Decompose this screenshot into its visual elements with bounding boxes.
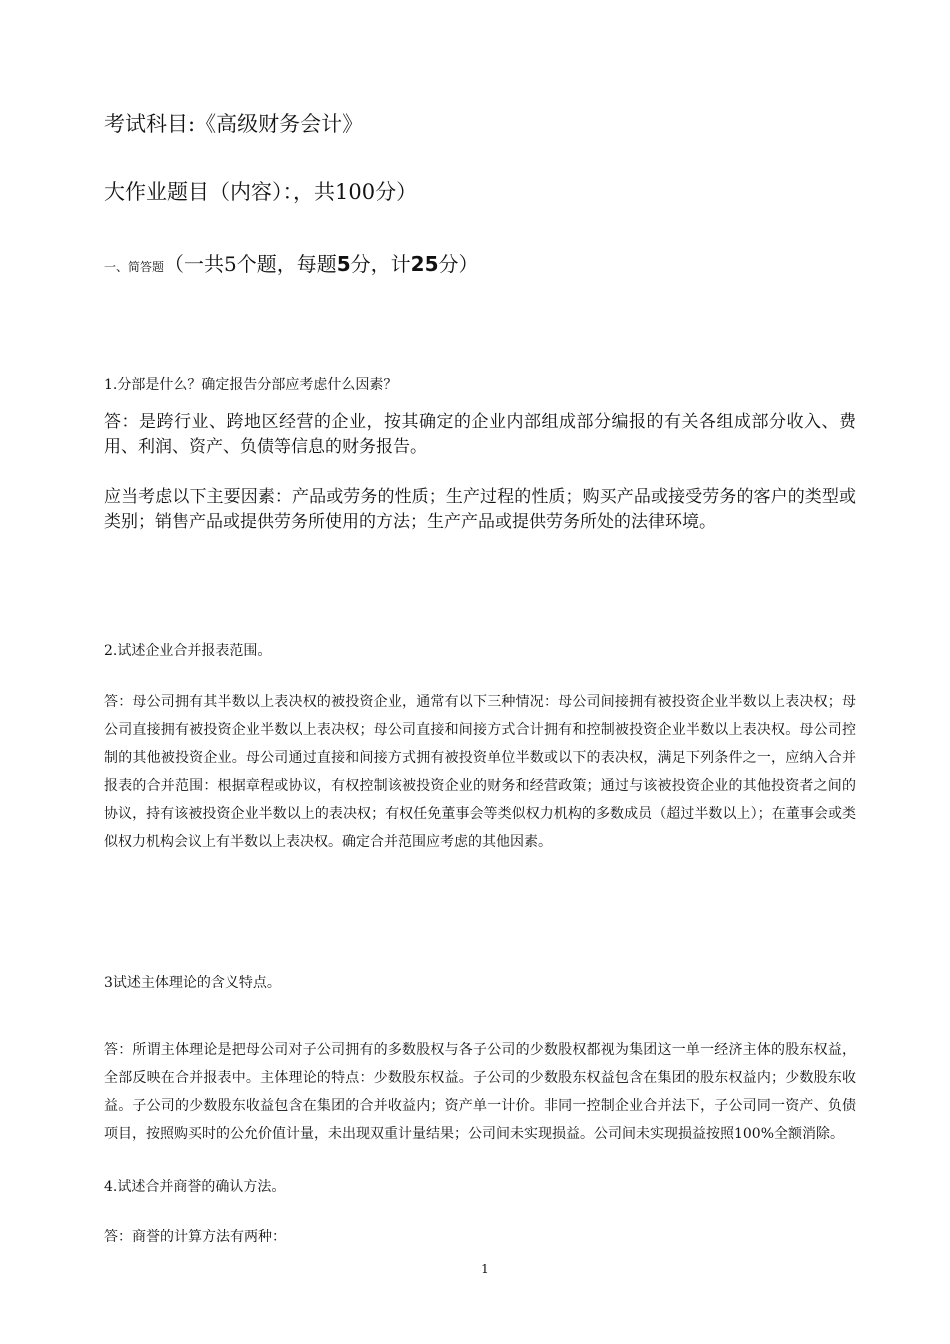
- answer-1-paragraph-2: 应当考虑以下主要因素：产品或劳务的性质；生产过程的性质；购买产品或接受劳务的客户的类型或类别；销售产品或提供劳务所使用的方法；生产产品或提供劳务所处的法律环境。: [104, 487, 856, 532]
- answer-1-paragraph-1: 答：是跨行业、跨地区经营的企业，按其确定的企业内部组成部分编报的有关各组成部分收入、费用、利润、资产、负债等信息的财务报告。: [104, 412, 856, 457]
- section-prefix: 一、简答题: [104, 260, 165, 274]
- question-3: 3试述主体理论的含义特点。: [104, 975, 281, 991]
- exam-subject: 考试科目:《高级财务会计》: [104, 112, 364, 136]
- question-1: 1.分部是什么？确定报告分部应考虑什么因素？: [104, 377, 398, 393]
- section-heading: [104, 248, 479, 277]
- answer-4: 答：商誉的计算方法有两种：: [104, 1229, 286, 1245]
- assignment-title: 大作业题目（内容）：，共100分）: [104, 180, 418, 204]
- page-number: 1: [481, 1262, 489, 1276]
- score-total: 25: [410, 252, 439, 276]
- answer-3: 答：所谓主体理论是把母公司对子公司拥有的多数股权与各子公司的少数股权都视为集团这一单一经济主体的股东权益，全部反映在合并报表中。主体理论的特点：少数股东权益。子公司的少数股东权益包含在集团的股东权益内；少数股东收益。子公司的少数股东收益包含在集团的合并收益内；资产单一计价。非同一控制企业合并法下，子公司同一资产、负债项目，按照购买时的公允价值计量，未出现双重计量结果；公司间未实现损益。公司间未实现损益按照100%全额消除。: [104, 1042, 856, 1142]
- section-text-2: 分，计: [350, 252, 411, 276]
- section-text-3: 分）: [438, 252, 479, 276]
- score-each: 5: [336, 252, 351, 276]
- question-2: 2.试述企业合并报表范围。: [104, 643, 272, 659]
- question-4: 4.试述合并商誉的确认方法。: [104, 1179, 286, 1195]
- answer-2: 答：母公司拥有其半数以上表决权的被投资企业，通常有以下三种情况：母公司间接拥有被投资企业半数以上表决权；母公司直接拥有被投资企业半数以上表决权；母公司直接和间接方式合计拥有和控制被投资企业半数以上表决权。母公司控制的其他被投资企业。母公司通过直接和间接方式拥有被投资单位半数或以下的表决权，满足下列条件之一，应纳入合并报表的合并范围：根据章程或协议，有权控制该被投资企业的财务和经营政策；通过与该被投资企业的其他投资者之间的协议，持有该被投资企业半数以上的表决权；有权任免董事会等类似权力机构的多数成员（超过半数以上）；在董事会或类似权力机构会议上有半数以上表决权。确定合并范围应考虑的其他因素。: [104, 694, 856, 850]
- section-text-1: （一共5个题，每题: [164, 252, 337, 276]
